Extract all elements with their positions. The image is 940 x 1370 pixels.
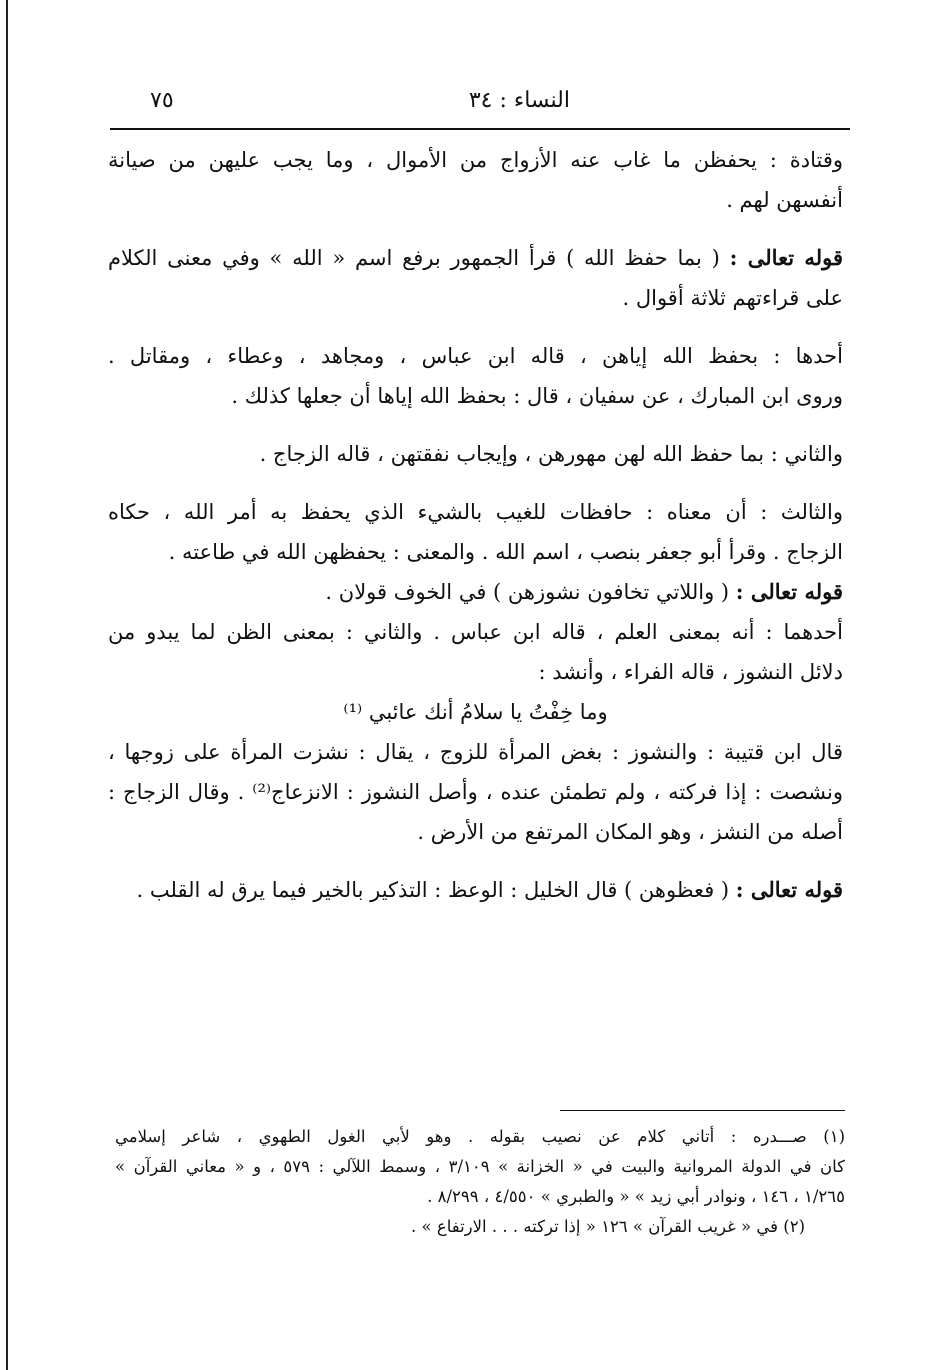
paragraph-3 xyxy=(108,336,843,416)
verse-lead: قوله تعالى : xyxy=(735,877,843,902)
verse-lead: قوله تعالى : xyxy=(729,245,843,270)
text-line xyxy=(108,870,843,910)
text-span: ( واللاتي تخافون نشوزهن ) في الخوف قولان . xyxy=(325,580,730,604)
text-line: ونشصت : إذا فركته ، ولم تطمئن عنده ، وأصل النشوز : الانزعاج⁽²⁾ . وقال الزجاج : xyxy=(108,780,843,804)
paragraph-2 xyxy=(108,238,843,318)
paragraph-7 xyxy=(108,612,843,692)
paragraph-6 xyxy=(108,572,843,612)
page-number: ٧٥ xyxy=(150,88,174,113)
running-title: النساء : ٣٤ xyxy=(468,88,570,113)
text-line: أصله من النشز ، وهو المكان المرتفع من الأرض . xyxy=(417,820,843,844)
text-line: قال ابن قتيبة : والنشوز : بغض المرأة للزوج ، يقال : نشزت المرأة على زوجها ، xyxy=(108,740,843,764)
text-line: أحدها : بحفظ الله إياهن ، قاله ابن عباس ، ومجاهد ، وعطاء ، ومقاتل . xyxy=(108,344,843,368)
text-span: ( فعظوهن ) قال الخليل : الوعظ : التذكير بالخير فيما يرق له القلب . xyxy=(136,878,730,902)
paragraph-9 xyxy=(108,870,843,910)
text-span: ( بما حفظ الله ) قرأ الجمهور برفع اسم « الله » وفي معنى الكلام xyxy=(108,246,720,270)
paragraph-1 xyxy=(108,140,843,220)
text-line: وقتادة : يحفظن ما غاب عنه الأزواج من الأموال ، وما يجب عليهن من صيانة xyxy=(108,148,843,172)
text-line: على قراءتهم ثلاثة أقوال . xyxy=(622,286,843,310)
paragraph-4 xyxy=(108,434,843,474)
body-text xyxy=(108,140,843,910)
footnote-rule xyxy=(560,1110,845,1111)
paragraph-5 xyxy=(108,492,843,572)
header-rule xyxy=(110,128,850,130)
text-line: وروى ابن المبارك ، عن سفيان ، قال : بحفظ الله إياها أن جعلها كذلك . xyxy=(231,384,843,408)
footnote-1-line: ١/٢٦٥ ، ١٤٦ ، ونوادر أبي زيد » « والطبري » ٤/٥٥٠ ، ٨/٢٩٩ . xyxy=(427,1187,845,1206)
page-left-edge xyxy=(6,0,8,1370)
footnote-1-line: (١) صـــدره : أتاني كلام عن نصيب بقوله . وهو لأبي الغول الطهوي ، شاعر إسلامي xyxy=(115,1127,845,1146)
paragraph-8 xyxy=(108,732,843,852)
text-line: دلائل النشوز ، قاله الفراء ، وأنشد : xyxy=(538,660,843,684)
footnote-2-line: (٢) في « غريب القرآن » ١٢٦ « إذا تركته . . . الارتفاع » . xyxy=(411,1217,805,1236)
text-line: الزجاج . وقرأ أبو جعفر بنصب ، اسم الله . والمعنى : يحفظهن الله في طاعته . xyxy=(168,540,843,564)
verse-lead: قوله تعالى : xyxy=(735,579,843,604)
text-line xyxy=(108,238,843,278)
page-header xyxy=(110,88,840,128)
text-line: والثالث : أن معناه : حافظات للغيب بالشيء الذي يحفظ به أمر الله ، حكاه xyxy=(108,500,843,524)
poetry-verse: وما خِفْتُ يا سلامُ أنك عائبي ⁽¹⁾ xyxy=(343,700,608,724)
text-line xyxy=(108,572,843,612)
text-line: والثاني : بما حفظ الله لهن مهورهن ، وإيجاب نفقتهن ، قاله الزجاج . xyxy=(259,442,843,466)
footnote-1-line: كان في الدولة المروانية والبيت في « الخزانة » ٣/١٠٩ ، وسمط اللآلي : ٥٧٩ ، و « معاني القرآن » xyxy=(115,1157,845,1176)
text-line: أحدهما : أنه بمعنى العلم ، قاله ابن عباس . والثاني : بمعنى الظن لما يبدو من xyxy=(108,620,843,644)
footnotes xyxy=(115,1122,845,1242)
text-line: أنفسهن لهم . xyxy=(726,188,843,212)
